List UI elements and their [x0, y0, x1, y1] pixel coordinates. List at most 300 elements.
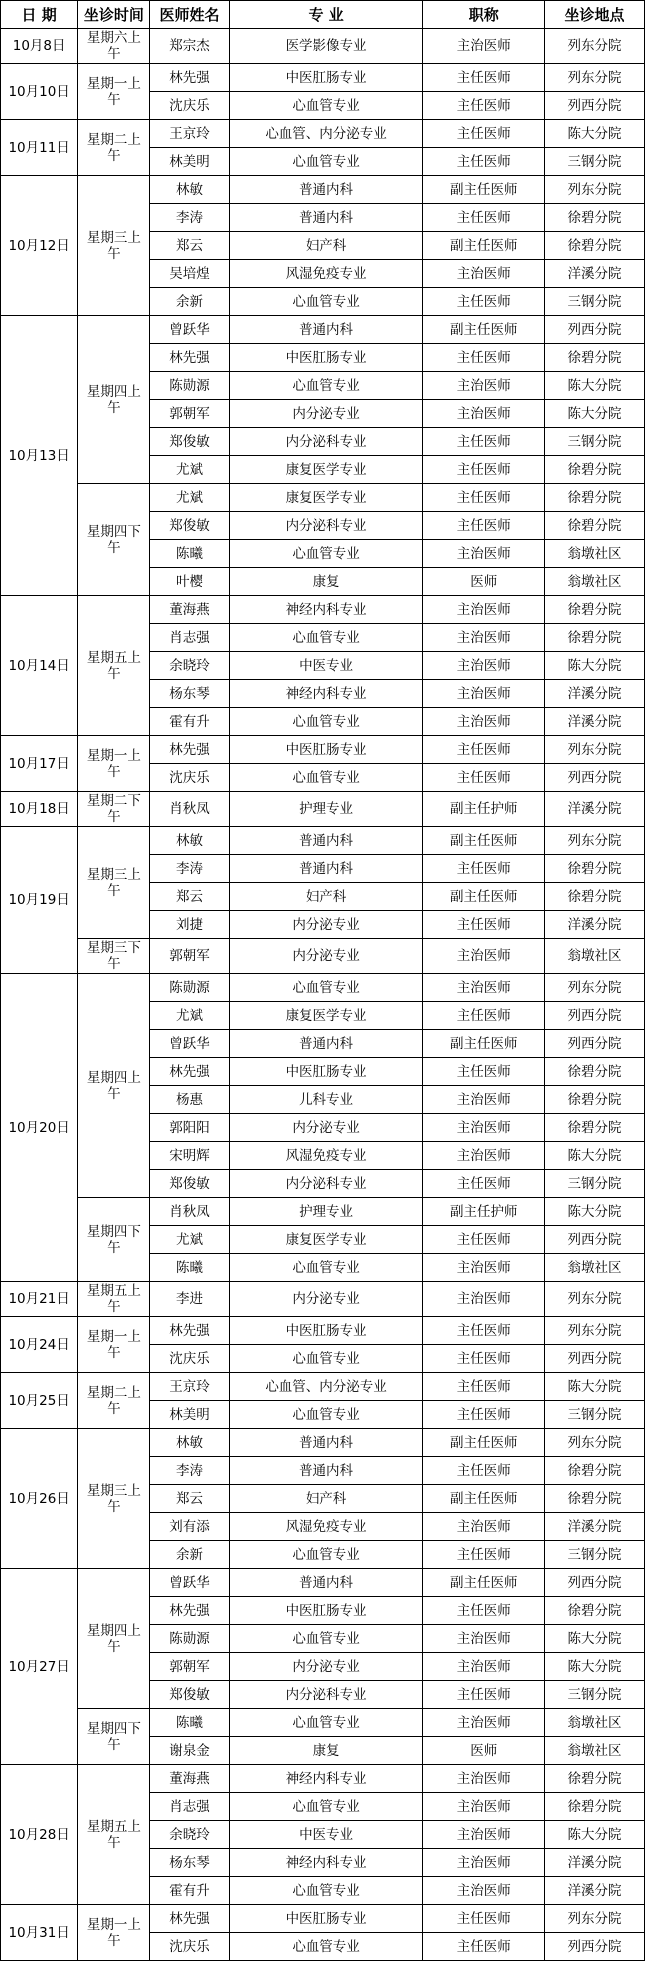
- date-cell: 10月8日: [1, 29, 78, 64]
- specialty-cell: 心血管专业: [229, 1541, 423, 1569]
- doctor-cell: 李涛: [150, 204, 229, 232]
- table-row: [1, 596, 645, 624]
- location-cell: 列东分院: [545, 176, 645, 204]
- title-cell: 主治医师: [423, 974, 545, 1002]
- doctor-cell: 董海燕: [150, 1765, 229, 1793]
- specialty-cell: 内分泌专业: [229, 1653, 423, 1681]
- doctor-cell: 郭朝军: [150, 1653, 229, 1681]
- specialty-cell: 康复医学专业: [229, 1002, 423, 1030]
- title-cell: 副主任医师: [423, 176, 545, 204]
- specialty-cell: 中医肛肠专业: [229, 1597, 423, 1625]
- specialty-cell: 心血管专业: [229, 540, 423, 568]
- location-cell: 三钢分院: [545, 148, 645, 176]
- date-cell: 10月24日: [1, 1317, 78, 1373]
- title-cell: 主任医师: [423, 148, 545, 176]
- doctor-cell: 王京玲: [150, 120, 229, 148]
- specialty-cell: 妇产科: [229, 1485, 423, 1513]
- header-doctor: 医师姓名: [150, 1, 229, 29]
- specialty-cell: 妇产科: [229, 232, 423, 260]
- time-cell: 星期五上午: [78, 596, 150, 736]
- location-cell: 三钢分院: [545, 1541, 645, 1569]
- title-cell: 主治医师: [423, 1086, 545, 1114]
- location-cell: 陈大分院: [545, 1653, 645, 1681]
- doctor-cell: 郑宗杰: [150, 29, 229, 64]
- title-cell: 主治医师: [423, 1793, 545, 1821]
- specialty-cell: 中医肛肠专业: [229, 1058, 423, 1086]
- date-cell: 10月28日: [1, 1765, 78, 1905]
- doctor-cell: 陈曦: [150, 1254, 229, 1282]
- doctor-cell: 杨惠: [150, 1086, 229, 1114]
- location-cell: 徐碧分院: [545, 1793, 645, 1821]
- specialty-cell: 内分泌专业: [229, 1282, 423, 1317]
- doctor-cell: 肖志强: [150, 624, 229, 652]
- doctor-cell: 霍有升: [150, 708, 229, 736]
- title-cell: 主治医师: [423, 1765, 545, 1793]
- location-cell: 列东分院: [545, 29, 645, 64]
- doctor-cell: 林先强: [150, 344, 229, 372]
- location-cell: 洋溪分院: [545, 911, 645, 939]
- title-cell: 主任医师: [423, 1681, 545, 1709]
- doctor-cell: 尤斌: [150, 1002, 229, 1030]
- title-cell: 主治医师: [423, 939, 545, 974]
- title-cell: 主任医师: [423, 764, 545, 792]
- location-cell: 徐碧分院: [545, 624, 645, 652]
- doctor-cell: 曾跃华: [150, 316, 229, 344]
- time-cell: 星期四上午: [78, 974, 150, 1198]
- title-cell: 主任医师: [423, 1541, 545, 1569]
- specialty-cell: 神经内科专业: [229, 1765, 423, 1793]
- title-cell: 主任医师: [423, 1597, 545, 1625]
- location-cell: 洋溪分院: [545, 680, 645, 708]
- title-cell: 主任医师: [423, 1170, 545, 1198]
- specialty-cell: 中医肛肠专业: [229, 736, 423, 764]
- doctor-cell: 刘有添: [150, 1513, 229, 1541]
- specialty-cell: 心血管专业: [229, 624, 423, 652]
- title-cell: 主任医师: [423, 344, 545, 372]
- specialty-cell: 内分泌科专业: [229, 1681, 423, 1709]
- doctor-cell: 余晓玲: [150, 1821, 229, 1849]
- time-cell: 星期三上午: [78, 176, 150, 316]
- title-cell: 主治医师: [423, 540, 545, 568]
- doctor-cell: 林美明: [150, 148, 229, 176]
- table-row: [1, 939, 645, 974]
- specialty-cell: 中医肛肠专业: [229, 1317, 423, 1345]
- title-cell: 主治医师: [423, 1877, 545, 1905]
- specialty-cell: 康复: [229, 568, 423, 596]
- doctor-cell: 宋明辉: [150, 1142, 229, 1170]
- location-cell: 徐碧分院: [545, 1597, 645, 1625]
- location-cell: 徐碧分院: [545, 883, 645, 911]
- location-cell: 翁墩社区: [545, 568, 645, 596]
- location-cell: 列东分院: [545, 1905, 645, 1933]
- title-cell: 主治医师: [423, 260, 545, 288]
- title-cell: 主治医师: [423, 29, 545, 64]
- doctor-cell: 沈庆乐: [150, 92, 229, 120]
- header-date: 日 期: [1, 1, 78, 29]
- specialty-cell: 普通内科: [229, 204, 423, 232]
- location-cell: 列东分院: [545, 1282, 645, 1317]
- location-cell: 列东分院: [545, 974, 645, 1002]
- title-cell: 医师: [423, 568, 545, 596]
- specialty-cell: 心血管专业: [229, 1877, 423, 1905]
- specialty-cell: 心血管、内分泌专业: [229, 1373, 423, 1401]
- specialty-cell: 儿科专业: [229, 1086, 423, 1114]
- title-cell: 主任医师: [423, 512, 545, 540]
- date-cell: 10月13日: [1, 316, 78, 596]
- title-cell: 主治医师: [423, 1513, 545, 1541]
- location-cell: 徐碧分院: [545, 512, 645, 540]
- header-row: [1, 1, 645, 29]
- doctor-cell: 郑云: [150, 232, 229, 260]
- location-cell: 徐碧分院: [545, 1086, 645, 1114]
- specialty-cell: 心血管专业: [229, 1401, 423, 1429]
- specialty-cell: 心血管专业: [229, 92, 423, 120]
- specialty-cell: 中医肛肠专业: [229, 64, 423, 92]
- specialty-cell: 普通内科: [229, 827, 423, 855]
- title-cell: 主治医师: [423, 1849, 545, 1877]
- title-cell: 主治医师: [423, 708, 545, 736]
- title-cell: 主任医师: [423, 120, 545, 148]
- specialty-cell: 心血管专业: [229, 1345, 423, 1373]
- date-cell: 10月25日: [1, 1373, 78, 1429]
- date-cell: 10月27日: [1, 1569, 78, 1765]
- location-cell: 列东分院: [545, 64, 645, 92]
- title-cell: 主治医师: [423, 1114, 545, 1142]
- title-cell: 主任医师: [423, 1002, 545, 1030]
- doctor-cell: 杨东琴: [150, 680, 229, 708]
- location-cell: 列东分院: [545, 1429, 645, 1457]
- table-row: [1, 792, 645, 827]
- doctor-cell: 郭朝军: [150, 400, 229, 428]
- title-cell: 主任医师: [423, 911, 545, 939]
- location-cell: 陈大分院: [545, 1625, 645, 1653]
- specialty-cell: 中医专业: [229, 1821, 423, 1849]
- specialty-cell: 内分泌专业: [229, 1114, 423, 1142]
- table-row: [1, 1709, 645, 1737]
- table-row: [1, 1429, 645, 1457]
- title-cell: 副主任护师: [423, 1198, 545, 1226]
- doctor-cell: 刘捷: [150, 911, 229, 939]
- specialty-cell: 内分泌科专业: [229, 512, 423, 540]
- specialty-cell: 心血管专业: [229, 1709, 423, 1737]
- doctor-cell: 余新: [150, 1541, 229, 1569]
- specialty-cell: 神经内科专业: [229, 680, 423, 708]
- location-cell: 列东分院: [545, 1317, 645, 1345]
- title-cell: 主任医师: [423, 288, 545, 316]
- doctor-cell: 李涛: [150, 1457, 229, 1485]
- doctor-cell: 余晓玲: [150, 652, 229, 680]
- specialty-cell: 风湿免疫专业: [229, 260, 423, 288]
- title-cell: 主任医师: [423, 1401, 545, 1429]
- doctor-cell: 林先强: [150, 1058, 229, 1086]
- doctor-cell: 林敏: [150, 827, 229, 855]
- time-cell: 星期四上午: [78, 1569, 150, 1709]
- specialty-cell: 心血管专业: [229, 148, 423, 176]
- time-cell: 星期一上午: [78, 736, 150, 792]
- title-cell: 主任医师: [423, 1345, 545, 1373]
- title-cell: 主任医师: [423, 736, 545, 764]
- time-cell: 星期三上午: [78, 827, 150, 939]
- date-cell: 10月19日: [1, 827, 78, 974]
- date-cell: 10月31日: [1, 1905, 78, 1961]
- title-cell: 主治医师: [423, 1142, 545, 1170]
- specialty-cell: 普通内科: [229, 1429, 423, 1457]
- title-cell: 医师: [423, 1737, 545, 1765]
- location-cell: 徐碧分院: [545, 232, 645, 260]
- specialty-cell: 普通内科: [229, 176, 423, 204]
- header-specialty: 专 业: [229, 1, 423, 29]
- title-cell: 副主任医师: [423, 316, 545, 344]
- title-cell: 副主任医师: [423, 1429, 545, 1457]
- table-row: [1, 316, 645, 344]
- date-cell: 10月11日: [1, 120, 78, 176]
- doctor-cell: 谢泉金: [150, 1737, 229, 1765]
- doctor-cell: 陈曦: [150, 1709, 229, 1737]
- specialty-cell: 心血管专业: [229, 974, 423, 1002]
- specialty-cell: 康复医学专业: [229, 456, 423, 484]
- location-cell: 列西分院: [545, 1569, 645, 1597]
- time-cell: 星期四上午: [78, 316, 150, 484]
- location-cell: 徐碧分院: [545, 1485, 645, 1513]
- doctor-cell: 林先强: [150, 1597, 229, 1625]
- date-cell: 10月12日: [1, 176, 78, 316]
- title-cell: 副主任医师: [423, 1569, 545, 1597]
- title-cell: 主任医师: [423, 456, 545, 484]
- header-time: 坐诊时间: [78, 1, 150, 29]
- header-title: 职称: [423, 1, 545, 29]
- doctor-cell: 肖秋凤: [150, 1198, 229, 1226]
- specialty-cell: 普通内科: [229, 1457, 423, 1485]
- specialty-cell: 中医肛肠专业: [229, 1905, 423, 1933]
- specialty-cell: 内分泌科专业: [229, 428, 423, 456]
- doctor-cell: 郭朝军: [150, 939, 229, 974]
- location-cell: 翁墩社区: [545, 1709, 645, 1737]
- location-cell: 陈大分院: [545, 1198, 645, 1226]
- specialty-cell: 心血管专业: [229, 1933, 423, 1961]
- location-cell: 徐碧分院: [545, 204, 645, 232]
- specialty-cell: 心血管专业: [229, 1793, 423, 1821]
- header-location: 坐诊地点: [545, 1, 645, 29]
- location-cell: 洋溪分院: [545, 708, 645, 736]
- location-cell: 列西分院: [545, 1226, 645, 1254]
- doctor-cell: 余新: [150, 288, 229, 316]
- doctor-cell: 尤斌: [150, 1226, 229, 1254]
- specialty-cell: 中医专业: [229, 652, 423, 680]
- title-cell: 主治医师: [423, 652, 545, 680]
- time-cell: 星期五上午: [78, 1765, 150, 1905]
- title-cell: 主治医师: [423, 400, 545, 428]
- doctor-cell: 陈曦: [150, 540, 229, 568]
- table-row: [1, 120, 645, 148]
- title-cell: 主任医师: [423, 855, 545, 883]
- location-cell: 徐碧分院: [545, 1457, 645, 1485]
- title-cell: 副主任护师: [423, 792, 545, 827]
- location-cell: 翁墩社区: [545, 1737, 645, 1765]
- location-cell: 列西分院: [545, 1002, 645, 1030]
- doctor-cell: 郑俊敏: [150, 428, 229, 456]
- location-cell: 列西分院: [545, 764, 645, 792]
- title-cell: 副主任医师: [423, 232, 545, 260]
- specialty-cell: 医学影像专业: [229, 29, 423, 64]
- doctor-cell: 林敏: [150, 1429, 229, 1457]
- specialty-cell: 中医肛肠专业: [229, 344, 423, 372]
- location-cell: 徐碧分院: [545, 1114, 645, 1142]
- location-cell: 陈大分院: [545, 120, 645, 148]
- specialty-cell: 康复医学专业: [229, 484, 423, 512]
- specialty-cell: 心血管专业: [229, 708, 423, 736]
- specialty-cell: 普通内科: [229, 1030, 423, 1058]
- table-row: [1, 484, 645, 512]
- time-cell: 星期二下午: [78, 792, 150, 827]
- doctor-cell: 林先强: [150, 736, 229, 764]
- doctor-cell: 郑俊敏: [150, 1681, 229, 1709]
- table-row: [1, 64, 645, 92]
- doctor-cell: 尤斌: [150, 484, 229, 512]
- specialty-cell: 普通内科: [229, 855, 423, 883]
- title-cell: 主治医师: [423, 1254, 545, 1282]
- location-cell: 列西分院: [545, 1030, 645, 1058]
- specialty-cell: 康复医学专业: [229, 1226, 423, 1254]
- date-cell: 10月18日: [1, 792, 78, 827]
- location-cell: 陈大分院: [545, 1821, 645, 1849]
- location-cell: 陈大分院: [545, 372, 645, 400]
- doctor-cell: 吴培煌: [150, 260, 229, 288]
- location-cell: 列西分院: [545, 316, 645, 344]
- specialty-cell: 风湿免疫专业: [229, 1513, 423, 1541]
- doctor-cell: 董海燕: [150, 596, 229, 624]
- specialty-cell: 妇产科: [229, 883, 423, 911]
- title-cell: 主任医师: [423, 484, 545, 512]
- time-cell: 星期一上午: [78, 1317, 150, 1373]
- doctor-cell: 林先强: [150, 1317, 229, 1345]
- table-row: [1, 1373, 645, 1401]
- location-cell: 三钢分院: [545, 1401, 645, 1429]
- doctor-cell: 林先强: [150, 64, 229, 92]
- doctor-cell: 霍有升: [150, 1877, 229, 1905]
- doctor-cell: 叶樱: [150, 568, 229, 596]
- title-cell: 主治医师: [423, 1282, 545, 1317]
- location-cell: 翁墩社区: [545, 540, 645, 568]
- location-cell: 徐碧分院: [545, 344, 645, 372]
- location-cell: 列西分院: [545, 1933, 645, 1961]
- time-cell: 星期一上午: [78, 1905, 150, 1961]
- location-cell: 徐碧分院: [545, 1765, 645, 1793]
- specialty-cell: 风湿免疫专业: [229, 1142, 423, 1170]
- time-cell: 星期三下午: [78, 939, 150, 974]
- date-cell: 10月10日: [1, 64, 78, 120]
- specialty-cell: 神经内科专业: [229, 1849, 423, 1877]
- doctor-cell: 陈勋源: [150, 372, 229, 400]
- location-cell: 翁墩社区: [545, 939, 645, 974]
- time-cell: 星期一上午: [78, 64, 150, 120]
- table-row: [1, 1198, 645, 1226]
- location-cell: 徐碧分院: [545, 484, 645, 512]
- specialty-cell: 内分泌科专业: [229, 1170, 423, 1198]
- doctor-cell: 沈庆乐: [150, 764, 229, 792]
- title-cell: 副主任医师: [423, 883, 545, 911]
- specialty-cell: 康复: [229, 1737, 423, 1765]
- location-cell: 列西分院: [545, 1345, 645, 1373]
- time-cell: 星期四下午: [78, 484, 150, 596]
- doctor-cell: 肖志强: [150, 1793, 229, 1821]
- table-row: [1, 29, 645, 64]
- doctor-cell: 王京玲: [150, 1373, 229, 1401]
- table-row: [1, 1569, 645, 1597]
- specialty-cell: 心血管专业: [229, 1625, 423, 1653]
- location-cell: 洋溪分院: [545, 1513, 645, 1541]
- title-cell: 主任医师: [423, 1317, 545, 1345]
- doctor-cell: 林美明: [150, 1401, 229, 1429]
- location-cell: 洋溪分院: [545, 792, 645, 827]
- location-cell: 列东分院: [545, 736, 645, 764]
- date-cell: 10月21日: [1, 1282, 78, 1317]
- title-cell: 主治医师: [423, 624, 545, 652]
- table-row: [1, 176, 645, 204]
- location-cell: 徐碧分院: [545, 596, 645, 624]
- time-cell: 星期六上午: [78, 29, 150, 64]
- doctor-cell: 曾跃华: [150, 1569, 229, 1597]
- table-row: [1, 974, 645, 1002]
- doctor-cell: 郑俊敏: [150, 1170, 229, 1198]
- doctor-cell: 杨东琴: [150, 1849, 229, 1877]
- title-cell: 主治医师: [423, 1821, 545, 1849]
- title-cell: 主治医师: [423, 1625, 545, 1653]
- title-cell: 主任医师: [423, 1457, 545, 1485]
- title-cell: 主任医师: [423, 428, 545, 456]
- location-cell: 徐碧分院: [545, 456, 645, 484]
- time-cell: 星期五上午: [78, 1282, 150, 1317]
- table-row: [1, 1282, 645, 1317]
- location-cell: 三钢分院: [545, 1170, 645, 1198]
- doctor-cell: 李涛: [150, 855, 229, 883]
- time-cell: 星期四下午: [78, 1198, 150, 1282]
- time-cell: 星期二上午: [78, 120, 150, 176]
- location-cell: 陈大分院: [545, 1142, 645, 1170]
- location-cell: 列东分院: [545, 827, 645, 855]
- doctor-cell: 沈庆乐: [150, 1933, 229, 1961]
- time-cell: 星期三上午: [78, 1429, 150, 1569]
- title-cell: 主治医师: [423, 372, 545, 400]
- table-row: [1, 736, 645, 764]
- title-cell: 主任医师: [423, 204, 545, 232]
- doctor-cell: 郭阳阳: [150, 1114, 229, 1142]
- specialty-cell: 心血管专业: [229, 372, 423, 400]
- location-cell: 洋溪分院: [545, 1877, 645, 1905]
- doctor-cell: 郑俊敏: [150, 512, 229, 540]
- date-cell: 10月26日: [1, 1429, 78, 1569]
- date-cell: 10月14日: [1, 596, 78, 736]
- doctor-cell: 林敏: [150, 176, 229, 204]
- location-cell: 列西分院: [545, 92, 645, 120]
- time-cell: 星期四下午: [78, 1709, 150, 1765]
- location-cell: 三钢分院: [545, 428, 645, 456]
- specialty-cell: 内分泌专业: [229, 911, 423, 939]
- time-cell: 星期二上午: [78, 1373, 150, 1429]
- location-cell: 徐碧分院: [545, 1058, 645, 1086]
- title-cell: 主任医师: [423, 1226, 545, 1254]
- location-cell: 徐碧分院: [545, 855, 645, 883]
- date-cell: 10月20日: [1, 974, 78, 1282]
- specialty-cell: 神经内科专业: [229, 596, 423, 624]
- doctor-cell: 沈庆乐: [150, 1345, 229, 1373]
- table-row: [1, 1905, 645, 1933]
- table-row: [1, 1317, 645, 1345]
- title-cell: 主任医师: [423, 1058, 545, 1086]
- specialty-cell: 内分泌专业: [229, 400, 423, 428]
- location-cell: 翁墩社区: [545, 1254, 645, 1282]
- title-cell: 主任医师: [423, 64, 545, 92]
- doctor-cell: 林先强: [150, 1905, 229, 1933]
